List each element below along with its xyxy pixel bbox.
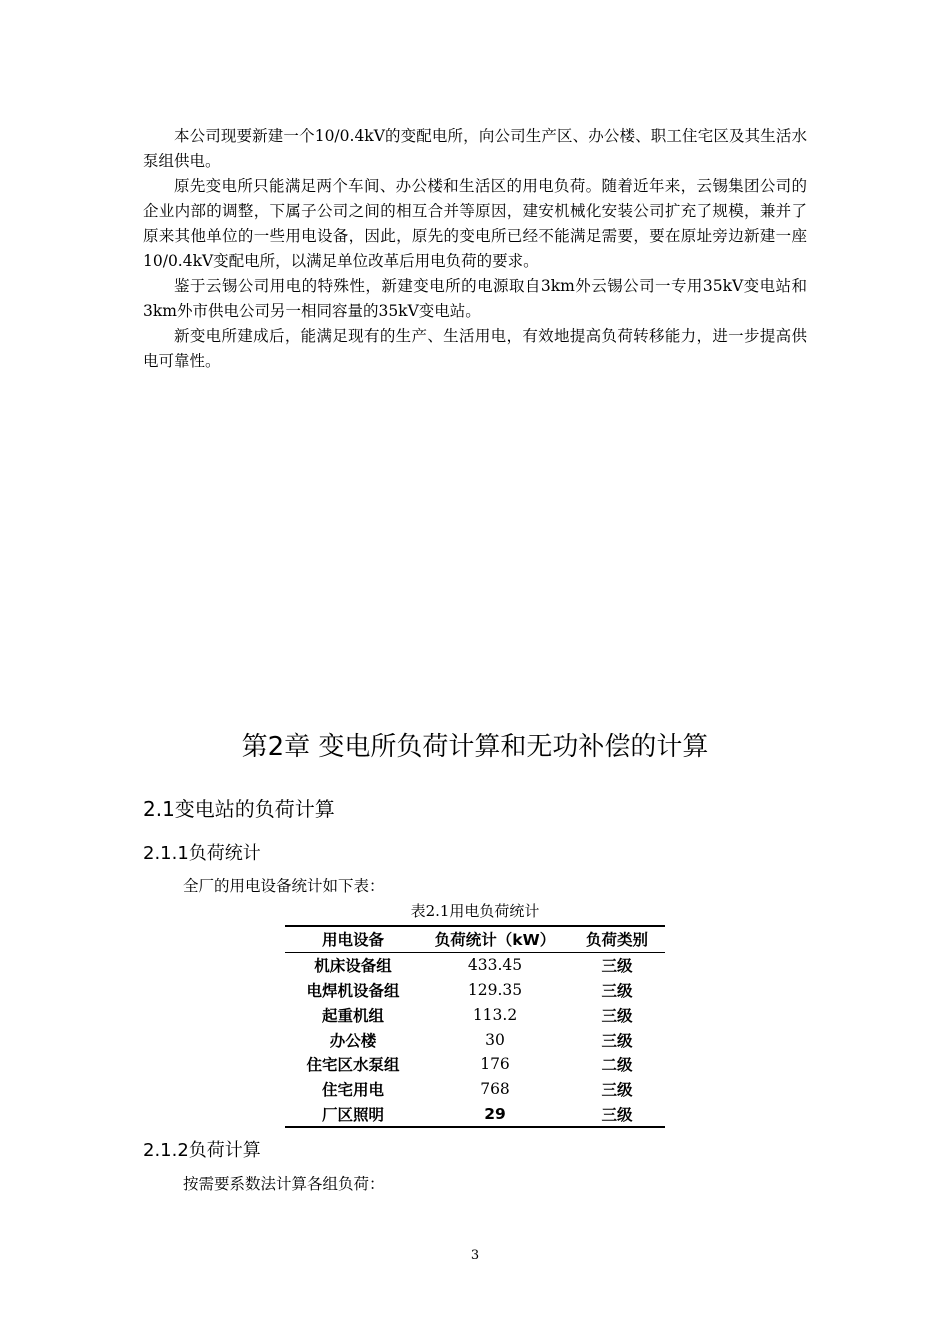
cell-category: 三级 [601, 1006, 633, 1025]
page-number: 3 [470, 1248, 480, 1263]
cell-load: 433.45 [467, 956, 523, 975]
subsection-title-load-calculation: 2.1.2负荷计算 [143, 1140, 261, 1161]
header-load: 负荷统计（kW） [421, 926, 569, 952]
table-row [285, 1002, 665, 1027]
intro-text [143, 124, 807, 374]
table-row [285, 1077, 665, 1102]
cell-load: 30 [485, 1030, 505, 1049]
table-caption: 表2.1用电负荷统计 [410, 902, 540, 920]
cell-category: 三级 [601, 1105, 633, 1124]
cell-equipment: 办公楼 [329, 1031, 377, 1050]
cell-equipment: 机床设备组 [314, 957, 392, 976]
cell-load: 176 [480, 1055, 510, 1074]
table-intro-sentence: 全厂的用电设备统计如下表： [183, 877, 385, 895]
cell-equipment: 起重机组 [321, 1006, 384, 1025]
cell-category: 三级 [601, 1081, 633, 1100]
cell-load: 113.2 [472, 1005, 518, 1024]
intro-paragraph: 原先变电所只能满足两个车间、办公楼和生活区的用电负荷。随着近年来，云锡集团公司的企业内部的调整，下属子公司之间的相互合并等原因，建安机械化安装公司扩充了规模，兼并了原来其他单位的一些用电设备，因此，原先的变电所已经不能满足需要，要在原址旁边新建一座10/0.4kV变配电所，以满足单位改革后用电负荷的要求。 [143, 177, 807, 270]
table-row [285, 1102, 665, 1128]
table-row [285, 978, 665, 1003]
table-header-row [285, 926, 665, 952]
intro-paragraph: 新变电所建成后，能满足现有的生产、生活用电，有效地提高负荷转移能力，进一步提高供电可靠性。 [143, 327, 807, 370]
load-statistics-table [285, 925, 665, 1128]
cell-category: 三级 [601, 1031, 633, 1050]
intro-paragraph: 本公司现要新建一个10/0.4kV的变配电所，向公司生产区、办公楼、职工住宅区及其生活水泵组供电。 [143, 127, 807, 170]
header-category: 负荷类别 [569, 926, 665, 952]
chapter-title: 第2章 变电所负荷计算和无功补偿的计算 [241, 732, 709, 762]
table-row [285, 952, 665, 977]
intro-paragraph: 鉴于云锡公司用电的特殊性，新建变电所的电源取自3km外云锡公司一专用35kV变电站和3km外市供电公司另一相同容量的35kV变电站。 [143, 277, 807, 320]
cell-equipment: 住宅区水泵组 [306, 1056, 400, 1075]
cell-equipment: 住宅用电 [321, 1081, 384, 1100]
method-sentence: 按需要系数法计算各组负荷： [183, 1175, 385, 1193]
table-row [285, 1052, 665, 1077]
cell-category: 三级 [601, 957, 633, 976]
section-title: 2.1变电站的负荷计算 [143, 797, 335, 821]
header-equipment: 用电设备 [285, 926, 421, 952]
cell-equipment: 电焊机设备组 [306, 981, 400, 1000]
cell-category: 二级 [601, 1056, 633, 1075]
cell-equipment: 厂区照明 [321, 1105, 384, 1124]
cell-load: 29 [484, 1104, 506, 1123]
cell-load: 768 [480, 1080, 510, 1099]
subsection-title-load-statistics: 2.1.1负荷统计 [143, 843, 261, 864]
cell-load: 129.35 [467, 980, 523, 999]
cell-category: 三级 [601, 981, 633, 1000]
table-row [285, 1027, 665, 1052]
